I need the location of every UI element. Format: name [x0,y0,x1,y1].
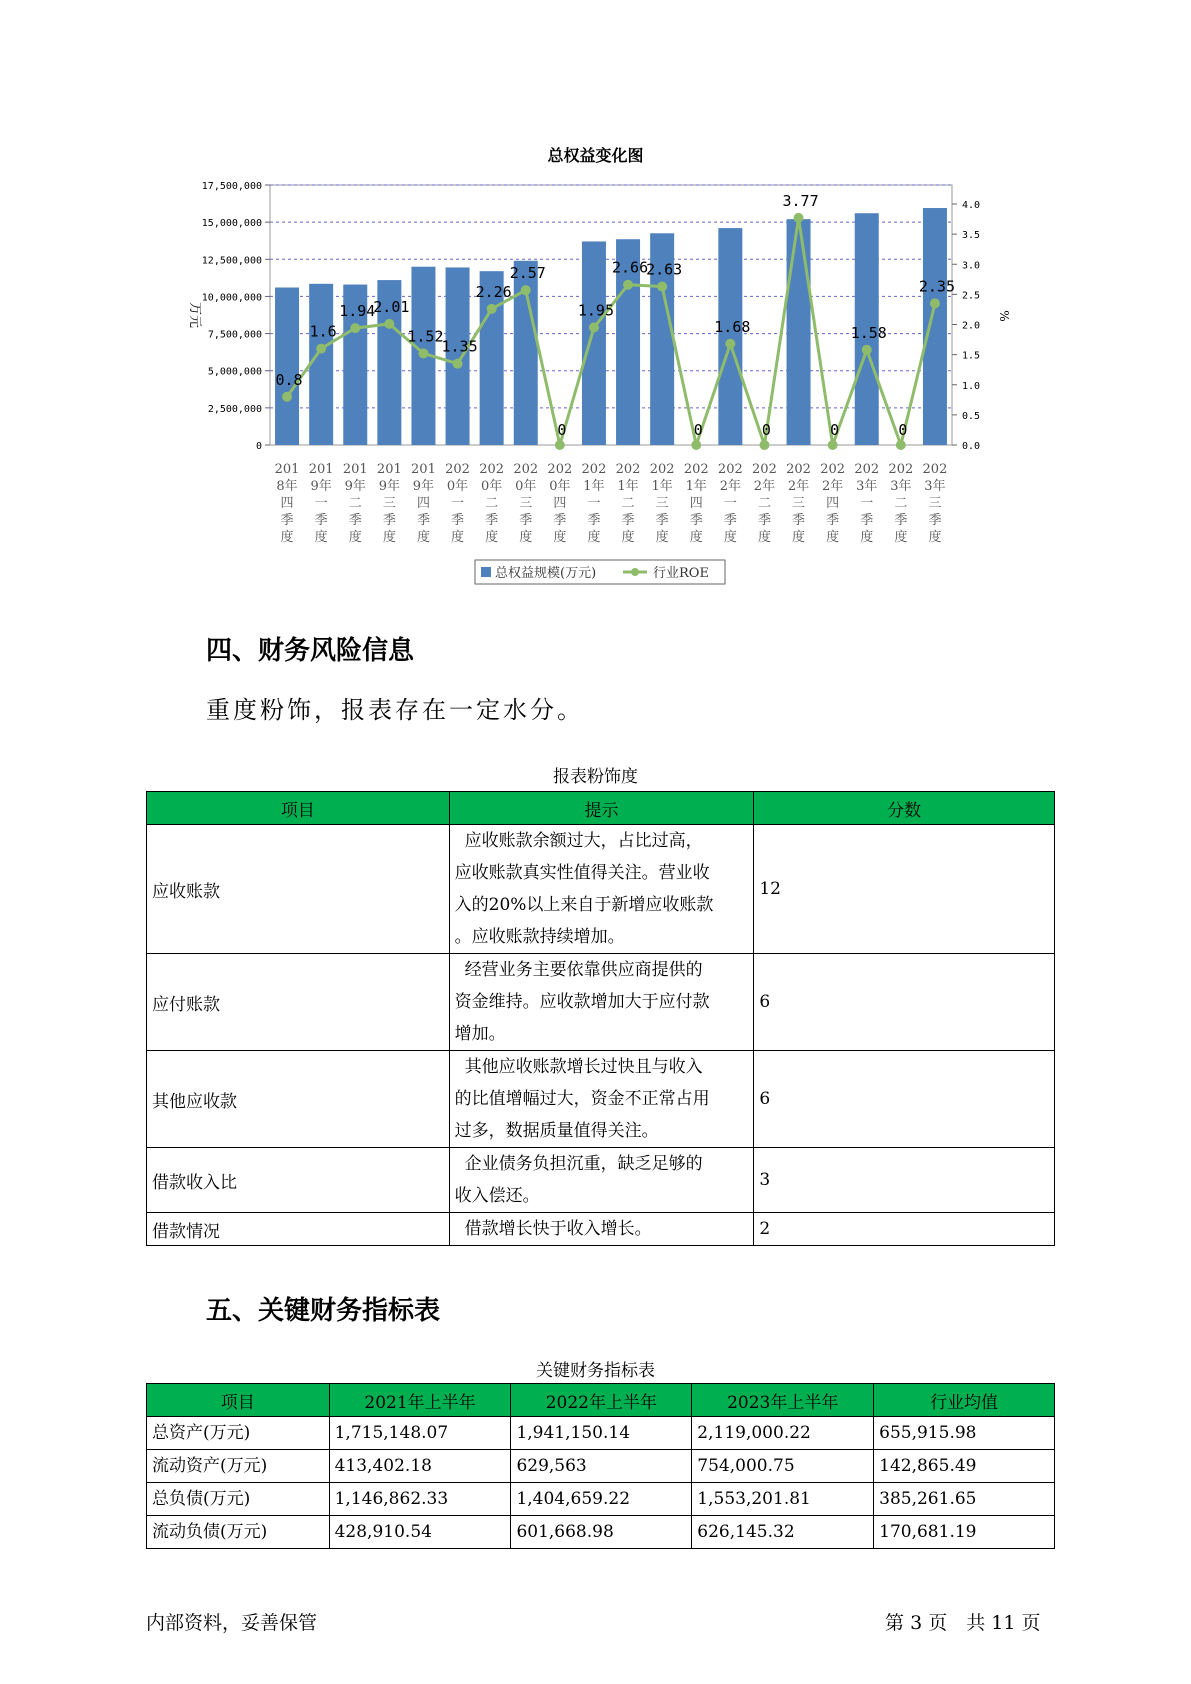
item-cell: 借款收入比 [147,1148,450,1213]
roe-point [623,280,633,290]
score-cell: 2 [754,1213,1055,1246]
table-cell: 626,145.32 [692,1516,874,1549]
table-cell: 1,553,201.81 [692,1483,874,1516]
footer-confidential: 内部资料，妥善保管 [146,1612,318,1634]
table2-caption: 关键财务指标表 [536,1361,655,1381]
x-tick-label: 度 [655,530,669,545]
roe-point [759,440,769,450]
section4-heading: 四、财务风险信息 [206,636,415,666]
roe-point [418,348,428,358]
x-tick-label: 度 [723,530,737,545]
x-tick-label: 度 [314,530,328,545]
x-tick-label: 三 [655,496,669,511]
y-tick-label: 5,000,000 [207,366,262,378]
roe-point [930,298,940,308]
roe-data-label: 2.63 [646,260,683,279]
table-cell: 流动负债(万元) [147,1516,330,1549]
tip-cell [449,1051,754,1148]
roe-point [691,440,701,450]
x-tick-label: 一 [451,496,465,511]
x-tick-label: 季 [826,513,840,528]
table-header-cell: 行业均值 [874,1384,1055,1417]
y2-tick-label: 1.5 [962,350,981,362]
table-cell: 2,119,000.22 [692,1417,874,1450]
table-row [147,1516,1055,1549]
table-cell: 601,668.98 [511,1516,692,1549]
x-tick-label: 二 [757,496,771,511]
y2-tick-label: 3.0 [962,260,981,272]
table-cell: 754,000.75 [692,1450,874,1483]
tip-cell [449,954,754,1051]
roe-data-label: 0 [898,421,908,439]
x-tick-label: 季 [860,513,874,528]
x-tick-label: 度 [621,530,635,545]
y2-tick-label: 3.5 [962,230,981,242]
roe-data-label: 2.66 [611,258,649,277]
x-tick-label: 季 [587,513,601,528]
x-tick-label: 202 [854,462,880,477]
roe-data-label: 1.35 [441,337,478,356]
x-tick-label: 8年 [276,479,298,494]
table-cell: 总资产(万元) [147,1417,330,1450]
legend-line-marker [631,568,639,576]
x-tick-label: 季 [485,513,499,528]
x-tick-label: 202 [752,462,777,477]
x-tick-label: 度 [280,530,294,545]
x-tick-label: 度 [587,530,601,545]
x-tick-label: 0年 [549,479,571,494]
x-tick-label: 度 [928,530,942,545]
table-row [147,1148,1055,1213]
table-cell: 413,402.18 [329,1450,511,1483]
table-cell: 428,910.54 [329,1516,511,1549]
x-tick-label: 度 [348,530,362,545]
x-tick-label: 季 [621,513,635,528]
x-tick-label: 季 [348,513,362,528]
x-tick-label: 度 [860,530,874,545]
equity-bar [446,267,470,445]
x-tick-label: 202 [513,462,539,477]
tip-line: 增加。 [454,1024,506,1044]
x-tick-label: 度 [382,530,396,545]
y-axis-label: 万元 [187,301,202,329]
y-tick-label: 7,500,000 [207,329,262,341]
table-header-cell: 2023年上半年 [692,1384,874,1417]
roe-point [350,323,360,333]
x-tick-label: 季 [655,513,669,528]
table-cell: 总负债(万元) [147,1483,330,1516]
table-cell: 170,681.19 [874,1516,1055,1549]
table1-caption: 报表粉饰度 [553,767,638,787]
tip-line: 其他应收账款增长过快且与收入 [464,1057,703,1077]
roe-data-label: 0 [557,421,567,439]
x-tick-label: 201 [376,462,402,477]
table-row [147,825,1055,954]
x-tick-label: 度 [689,530,703,545]
table-row [147,1051,1055,1148]
x-tick-label: 201 [411,462,436,477]
x-tick-label: 202 [479,462,505,477]
equity-bar [582,241,606,445]
roe-point [555,440,565,450]
key-indicators-table [146,1383,1055,1549]
roe-point [896,440,906,450]
x-tick-label: 度 [485,530,499,545]
x-tick-label: 9年 [344,479,366,494]
x-tick-label: 度 [451,530,465,545]
y-tick-label: 15,000,000 [201,218,262,230]
table-cell: 1,404,659.22 [511,1483,692,1516]
risk-summary: 重度粉饰，报表存在一定水分。 [206,696,584,724]
legend-label-equity: 总权益规模(万元) [495,566,597,581]
table-row [147,954,1055,1051]
roe-point [725,339,735,349]
table-cell: 385,261.65 [874,1483,1055,1516]
x-tick-label: 二 [894,496,908,511]
item-cell: 借款情况 [147,1213,450,1246]
x-tick-label: 季 [280,513,294,528]
roe-data-label: 0 [830,421,840,439]
table-header-cell: 分数 [754,792,1055,825]
table-row [147,1450,1055,1483]
x-tick-label: 202 [922,462,948,477]
x-tick-label: 3年 [924,479,946,494]
y-tick-label: 2,500,000 [207,403,262,415]
roe-data-label: 2.57 [509,264,546,283]
x-tick-label: 二 [621,496,635,511]
tip-line: 过多，数据质量值得关注。 [454,1121,659,1141]
x-tick-label: 9年 [378,479,400,494]
x-tick-label: 一 [860,496,874,511]
equity-bar [275,288,299,445]
x-tick-label: 四 [826,496,840,511]
roe-point [384,319,394,329]
x-tick-label: 季 [792,513,806,528]
equity-bar [309,284,333,445]
x-tick-label: 202 [820,462,846,477]
roe-data-label: 1.94 [339,302,376,321]
x-tick-label: 季 [382,513,396,528]
x-tick-label: 202 [888,462,914,477]
x-tick-label: 202 [547,462,573,477]
y2-tick-label: 2.5 [962,290,981,302]
legend-label-roe: 行业ROE [653,566,709,581]
x-tick-label: 四 [280,496,294,511]
roe-data-label: 1.68 [714,317,751,336]
y-tick-label: 12,500,000 [201,255,262,267]
x-tick-label: 0年 [515,479,537,494]
x-tick-label: 202 [615,462,641,477]
x-tick-label: 201 [308,462,334,477]
table-cell: 142,865.49 [874,1450,1055,1483]
table-cell: 流动资产(万元) [147,1450,330,1483]
x-tick-label: 9年 [412,479,435,494]
x-tick-label: 2年 [787,479,810,494]
table-header-cell: 项目 [147,1384,330,1417]
x-tick-label: 度 [416,530,430,545]
x-tick-label: 季 [928,513,942,528]
x-tick-label: 季 [894,513,908,528]
roe-data-label: 0 [761,421,771,439]
chart-title: 总权益变化图 [547,146,644,165]
y2-tick-label: 0.0 [962,441,981,452]
x-tick-label: 季 [757,513,771,528]
roe-point [487,304,497,314]
score-cell: 6 [754,954,1055,1051]
x-tick-label: 0年 [481,479,503,494]
x-tick-label: 度 [519,530,533,545]
tip-line: 应收账款余额过大，占比过高， [464,831,703,851]
y-tick-label: 10,000,000 [201,292,262,304]
roe-data-label: 0.8 [275,370,303,389]
x-tick-label: 一 [723,496,737,511]
tip-cell [449,1213,754,1246]
x-tick-label: 度 [757,530,771,545]
x-tick-label: 一 [314,496,328,511]
equity-bar [787,219,811,445]
x-tick-label: 2年 [719,479,741,494]
roe-data-label: 2.01 [373,297,410,316]
x-tick-label: 度 [894,530,908,545]
item-cell: 其他应收款 [147,1051,450,1148]
roe-point [794,213,804,223]
x-tick-label: 三 [519,496,533,511]
table-header-cell: 项目 [147,792,450,825]
tip-cell [449,825,754,954]
roe-data-label: 1.58 [850,323,887,342]
x-tick-label: 四 [553,496,567,511]
table-row [147,1417,1055,1450]
whitewash-table [146,791,1055,1246]
y2-tick-label: 4.0 [962,200,981,211]
tip-line: 经营业务主要依靠供应商提供的 [464,960,703,980]
x-tick-label: 季 [689,513,703,528]
x-tick-label: 2年 [822,479,844,494]
x-tick-label: 三 [382,496,396,511]
tip-line: 入的20%以上来自于新增应收账款 [454,895,714,915]
x-tick-label: 度 [826,530,840,545]
x-tick-label: 1年 [617,479,639,494]
roe-data-label: 0 [693,421,703,439]
tip-line: 企业债务负担沉重，缺乏足够的 [464,1154,703,1174]
x-tick-label: 四 [416,496,430,511]
table-cell: 629,563 [511,1450,692,1483]
x-tick-label: 202 [717,462,743,477]
x-tick-label: 201 [342,462,368,477]
tip-line: 资金维持。应收款增加大于应付款 [454,992,710,1012]
x-tick-label: 3年 [856,479,878,494]
x-tick-label: 0年 [446,479,469,494]
roe-point [862,345,872,355]
x-tick-label: 四 [689,496,703,511]
legend-bar-swatch [481,567,491,577]
table-cell: 1,941,150.14 [511,1417,692,1450]
y2-axis-label: % [997,310,1011,322]
x-tick-label: 1年 [583,479,605,494]
x-tick-label: 2年 [753,479,776,494]
tip-line: 应收账款真实性值得关注。营业收 [454,863,710,883]
tip-cell [449,1148,754,1213]
roe-point [282,392,292,402]
y2-tick-label: 2.0 [962,320,981,332]
tip-line: 收入偿还。 [454,1186,540,1206]
y2-tick-label: 1.0 [962,380,981,392]
table-cell: 655,915.98 [874,1417,1055,1450]
y2-tick-label: 0.5 [962,410,981,422]
x-tick-label: 202 [581,462,607,477]
x-tick-label: 一 [587,496,601,511]
equity-bar [923,208,947,445]
x-tick-label: 季 [519,513,533,528]
x-tick-label: 二 [348,496,362,511]
roe-data-label: 2.26 [475,282,512,301]
x-tick-label: 202 [649,462,675,477]
table-header-cell: 提示 [449,792,754,825]
x-tick-label: 1年 [651,479,673,494]
footer-page-number: 第 3 页 共 11 页 [885,1612,1041,1634]
roe-point [521,285,531,295]
table-row [147,1483,1055,1516]
score-cell: 3 [754,1148,1055,1213]
x-tick-label: 201 [274,462,300,477]
x-tick-label: 度 [792,530,806,545]
x-tick-label: 度 [553,530,567,545]
item-cell: 应收账款 [147,825,450,954]
x-tick-label: 三 [792,496,806,511]
x-tick-label: 1年 [685,479,707,494]
x-tick-label: 季 [723,513,737,528]
roe-point [657,282,667,292]
x-tick-label: 3年 [890,479,912,494]
table-header-cell: 2021年上半年 [329,1384,511,1417]
table-cell: 1,146,862.33 [329,1483,511,1516]
table-header-cell: 2022年上半年 [511,1384,692,1417]
x-tick-label: 202 [683,462,709,477]
table-cell: 1,715,148.07 [329,1417,511,1450]
x-tick-label: 202 [786,462,811,477]
x-tick-label: 季 [416,513,430,528]
tip-line: 的比值增幅过大，资金不正常占用 [454,1089,710,1109]
tip-line: 。应收账款持续增加。 [454,927,625,947]
x-tick-label: 季 [451,513,465,528]
roe-data-label: 1.6 [309,322,337,341]
score-cell: 12 [754,825,1055,954]
y-tick-label: 0 [255,441,262,452]
roe-point [828,440,838,450]
equity-chart [0,0,1191,600]
roe-data-label: 1.95 [577,301,615,320]
x-tick-label: 季 [553,513,567,528]
item-cell: 应付账款 [147,954,450,1051]
roe-data-label: 3.77 [782,191,819,210]
tip-line: 借款增长快于收入增长。 [464,1219,652,1239]
x-tick-label: 9年 [310,479,332,494]
roe-data-label: 2.35 [918,277,956,296]
roe-point [316,344,326,354]
score-cell: 6 [754,1051,1055,1148]
y-tick-label: 17,500,000 [201,181,262,192]
x-tick-label: 202 [445,462,470,477]
roe-point [589,323,599,333]
roe-point [453,359,463,369]
x-tick-label: 二 [485,496,499,511]
roe-data-label: 1.52 [407,327,444,346]
equity-bar [718,228,742,445]
x-tick-label: 三 [928,496,942,511]
table-row [147,1213,1055,1246]
x-tick-label: 季 [314,513,328,528]
section5-heading: 五、关键财务指标表 [206,1296,441,1326]
